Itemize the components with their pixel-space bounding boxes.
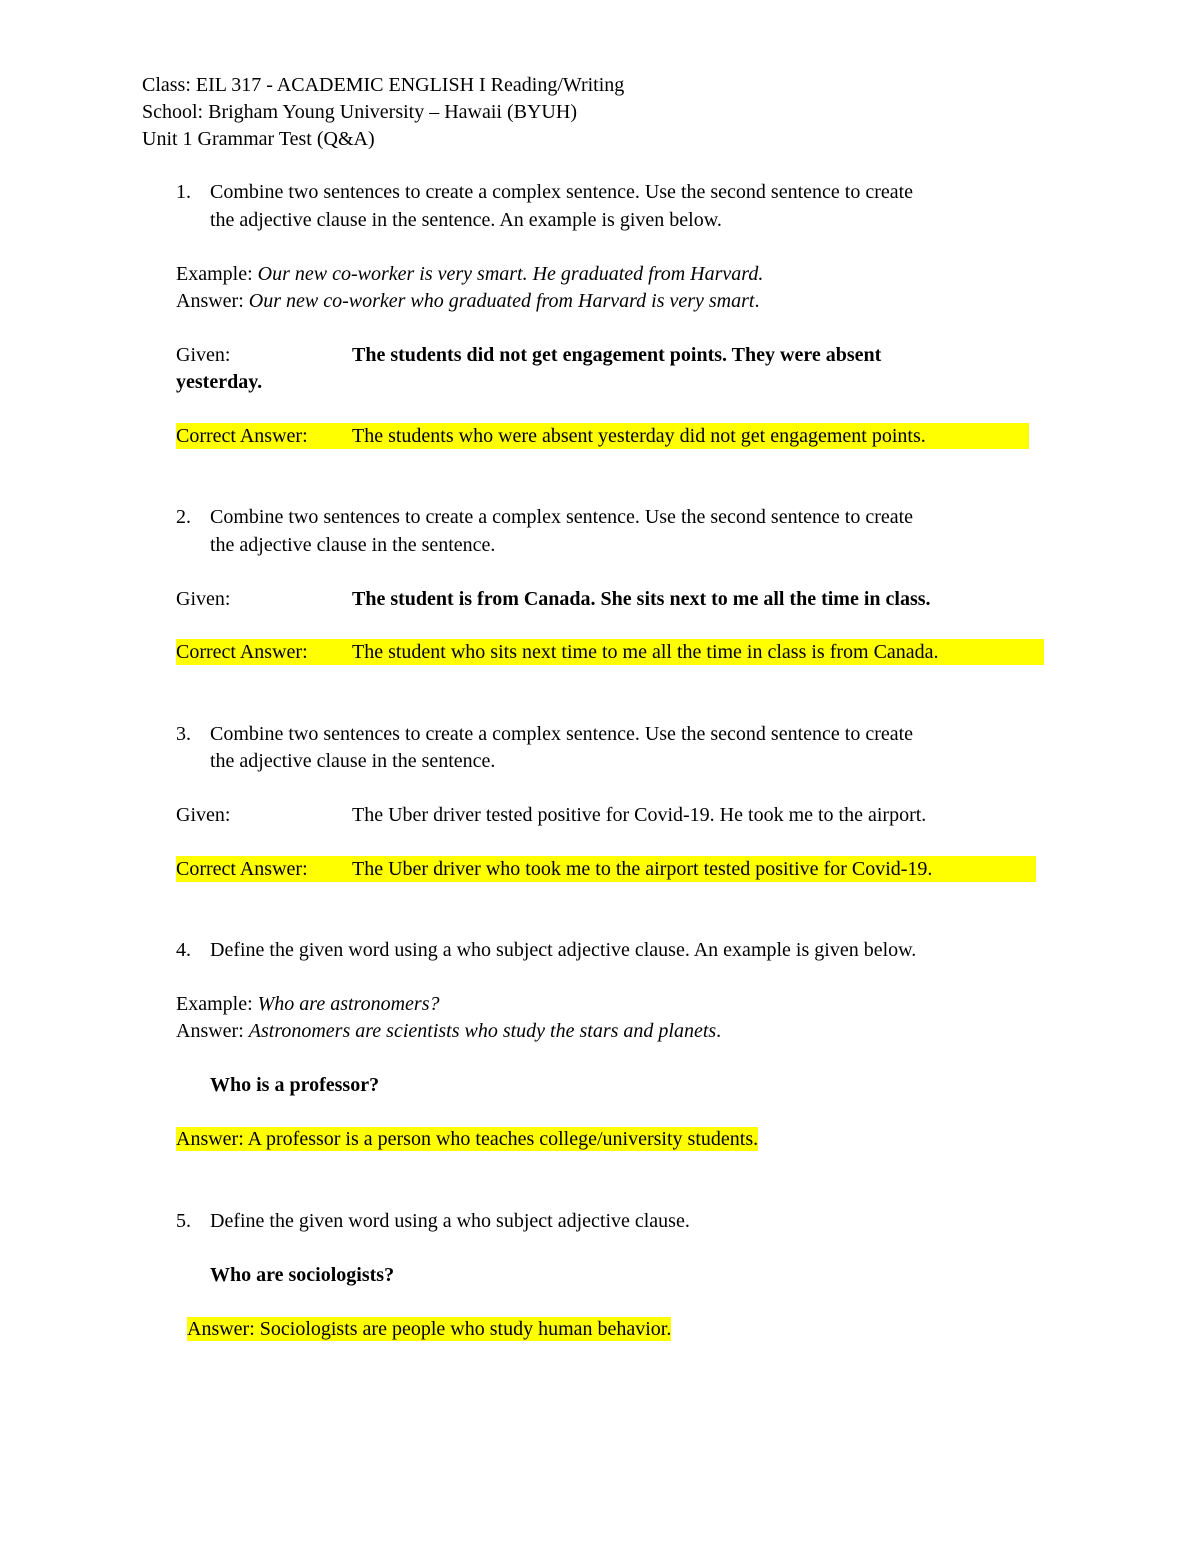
- q4-answer-line: [176, 1126, 758, 1152]
- q1-example-answer-text: Our new co-worker who graduated from Harvard is very smart: [248, 290, 755, 312]
- q1-example: [176, 261, 763, 287]
- q1-given-label: Given:: [176, 344, 231, 366]
- q1-example-answer-period: .: [754, 290, 760, 312]
- school-line: School: Brigham Young University – Hawaii (BYUH): [142, 101, 577, 123]
- q3-number: 3.: [176, 723, 191, 745]
- q4-example-answer-text: Astronomers are scientists who study the stars and planets: [248, 1020, 717, 1042]
- q3-prompt-line2: the adjective clause in the sentence.: [210, 750, 496, 772]
- q1-given-text-line1: The students did not get engagement points. They were absent: [352, 344, 882, 366]
- q1-given-text-line2: yesterday.: [176, 371, 263, 393]
- q5-answer: Answer: Sociologists are people who study human behavior.: [187, 1318, 672, 1340]
- q1-prompt-line2: the adjective clause in the sentence. An example is given below.: [210, 209, 722, 231]
- q2-given-label: Given:: [176, 588, 231, 610]
- q5-answer-line: [187, 1316, 671, 1342]
- q3-given-label: Given:: [176, 804, 231, 826]
- q2-prompt-line2: the adjective clause in the sentence.: [210, 534, 496, 556]
- q5-prompt: Define the given word using a who subject adjective clause.: [210, 1210, 690, 1232]
- q3-answer-label: Correct Answer:: [176, 858, 308, 880]
- q4-example-answer-period: .: [716, 1020, 722, 1042]
- q2-given-text: The student is from Canada. She sits next to me all the time in class.: [352, 588, 931, 610]
- q4-example-answer: [176, 1018, 721, 1044]
- q3-answer-text: The Uber driver who took me to the airport tested positive for Covid-19.: [352, 858, 933, 880]
- q1-example-answer-label: Answer:: [176, 290, 249, 312]
- q4-question: Who is a professor?: [210, 1074, 380, 1096]
- q1-number: 1.: [176, 181, 191, 203]
- q4-example-label: Example:: [176, 993, 258, 1015]
- class-line: Class: EIL 317 - ACADEMIC ENGLISH I Reading/Writing: [142, 74, 625, 96]
- q2-prompt-line1: Combine two sentences to create a complex sentence. Use the second sentence to create: [210, 506, 914, 528]
- test-title-line: Unit 1 Grammar Test (Q&A): [142, 128, 375, 150]
- q1-answer-text: The students who were absent yesterday did not get engagement points.: [352, 425, 926, 447]
- q4-answer: Answer: A professor is a person who teaches college/university students.: [176, 1128, 759, 1150]
- q4-number: 4.: [176, 939, 191, 961]
- q2-number: 2.: [176, 506, 191, 528]
- q2-answer-label: Correct Answer:: [176, 641, 308, 663]
- q2-answer-text: The student who sits next time to me all the time in class is from Canada.: [352, 641, 939, 663]
- q5-number: 5.: [176, 1210, 191, 1232]
- q4-example-text: Who are astronomers?: [257, 993, 440, 1015]
- q5-question: Who are sociologists?: [210, 1264, 395, 1286]
- q4-prompt: Define the given word using a who subject adjective clause. An example is given below.: [210, 939, 917, 961]
- q1-example-text: Our new co-worker is very smart. He graduated from Harvard.: [257, 263, 764, 285]
- q3-given-text: The Uber driver tested positive for Covid-19. He took me to the airport.: [352, 804, 927, 826]
- q4-example: [176, 991, 440, 1017]
- q3-prompt-line1: Combine two sentences to create a complex sentence. Use the second sentence to create: [210, 723, 914, 745]
- q4-example-answer-label: Answer:: [176, 1020, 249, 1042]
- q1-prompt-line1: Combine two sentences to create a complex sentence. Use the second sentence to create: [210, 181, 914, 203]
- q1-example-label: Example:: [176, 263, 258, 285]
- q1-example-answer: [176, 288, 759, 314]
- q1-answer-label: Correct Answer:: [176, 425, 308, 447]
